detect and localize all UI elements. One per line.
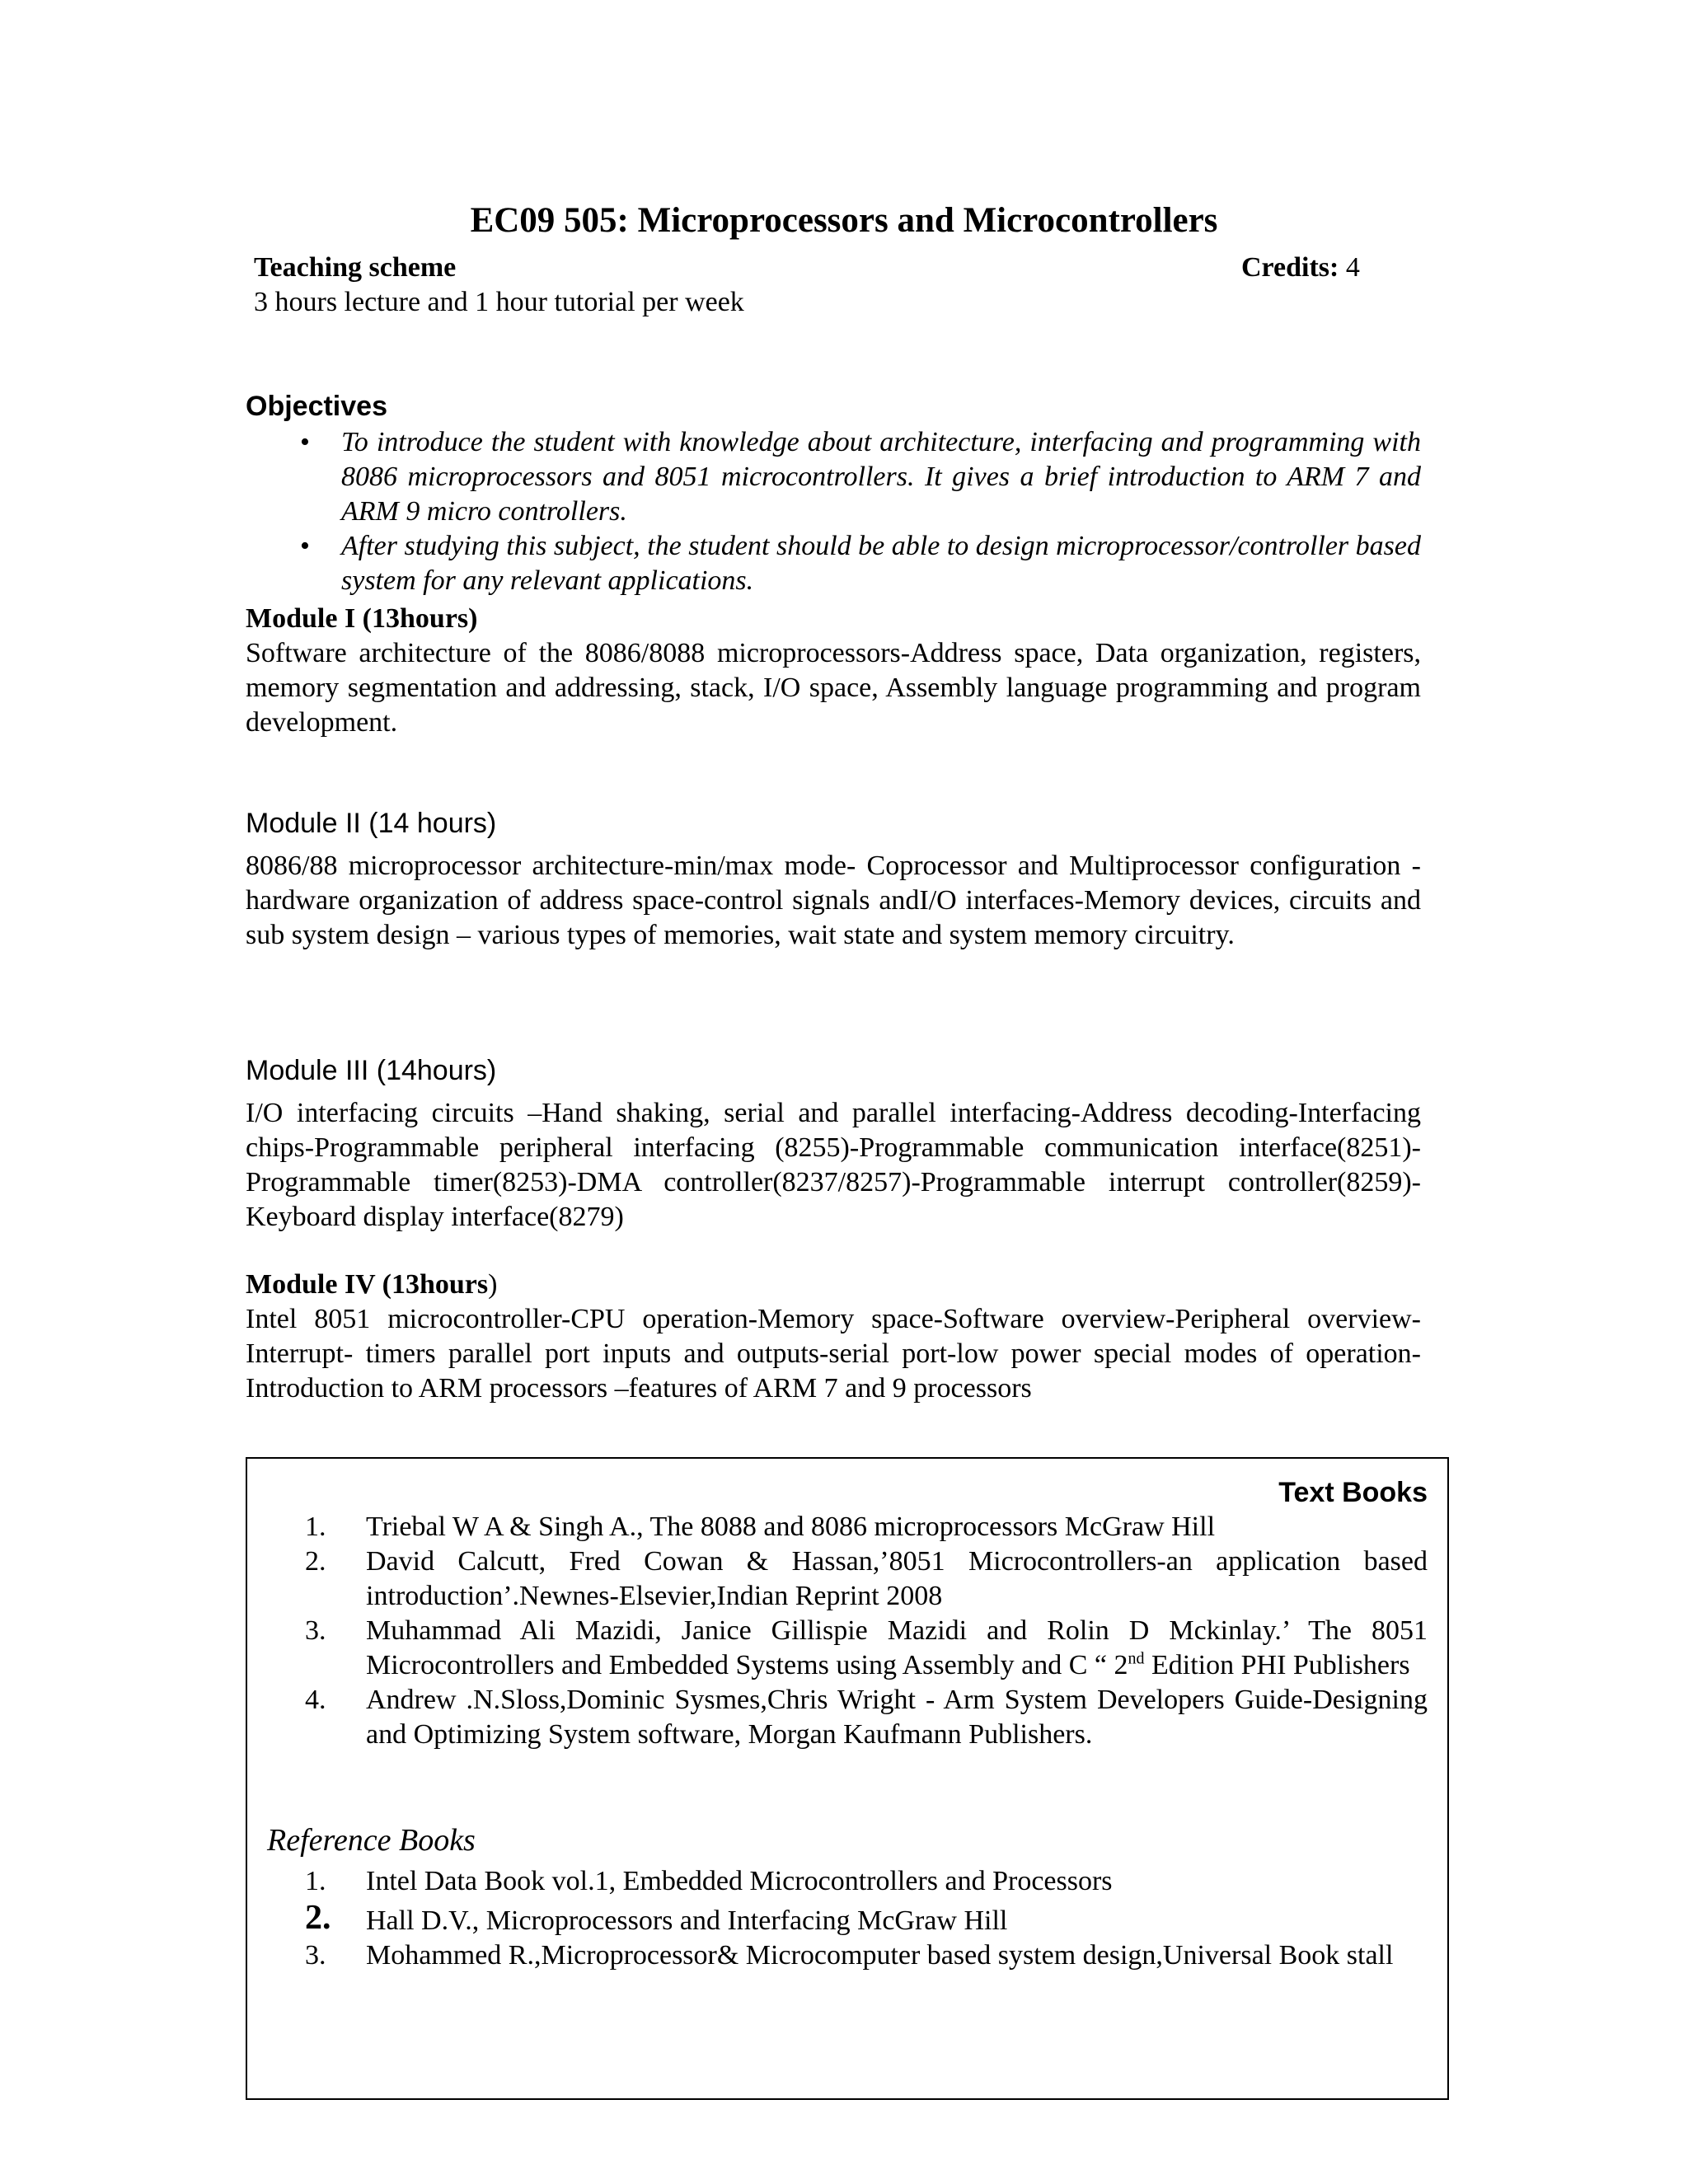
module-3-heading: Module III (14hours) [246, 1055, 497, 1086]
objective-item: • To introduce the student with knowledge about architecture, interfacing and programming with 8086 microprocessors and 8051 microcontrollers. It gives a brief introduction to ARM 7 and ARM 9 micro controllers. [300, 425, 1421, 529]
module-1-text: Software architecture of the 8086/8088 microprocessors-Address space, Data organization, registers, memory segmentation and addressing, stack, I/O space, Assembly language programming and program development. [246, 638, 1421, 738]
list-item: 4. Andrew .N.Sloss,Dominic Sysmes,Chris Wright - Arm System Developers Guide-Designing and Optimizing System software, Morgan Kaufmann Publishers. [305, 1685, 1428, 1750]
module-4-heading: Module IV (13hours) [246, 1269, 498, 1300]
reference-books-heading: Reference Books [267, 1823, 476, 1858]
reference-books-list [305, 1864, 1428, 1973]
page-title: EC09 505: Microprocessors and Microcontrollers [470, 201, 1218, 240]
list-item: 2. David Calcutt, Fred Cowan & Hassan,’8051 Microcontrollers-an application based introduction’.Newnes-Elsevier,Indian Reprint 2008 [305, 1546, 1428, 1611]
teaching-scheme-label: Teaching scheme [254, 252, 457, 283]
teaching-hours: 3 hours lecture and 1 hour tutorial per week [254, 287, 744, 317]
credits-label: Credits: [1241, 252, 1339, 283]
module-4-text: Intel 8051 microcontroller-CPU operation-Memory space-Software overview-Peripheral overview-Interrupt- timers parallel port inputs and outputs-serial port-low power special modes of operation-Introduction to ARM processors –features of ARM 7 and 9 processors [246, 1304, 1421, 1404]
objective-item: • After studying this subject, the student should be able to design microprocessor/controller based system for any relevant applications. [300, 529, 1421, 598]
list-item: 1. Triebal W A & Singh A., The 8088 and 8086 microprocessors McGraw Hill [305, 1511, 1216, 1542]
list-item: 3. Muhammad Ali Mazidi, Janice Gillispie Mazidi and Rolin D Mckinlay.’ The 8051 Microcontrollers and Embedded Systems using Assembly and C “ 2nd Edition PHI Publishers [305, 1615, 1428, 1680]
objectives-heading: Objectives [246, 391, 387, 422]
module-2-text: 8086/88 microprocessor architecture-min/max mode- Coprocessor and Multiprocessor configuration - hardware organization of address space-control signals andI/O interfaces-Memory devices, circuits and sub system design – various types of memories, wait state and system memory circuitry. [246, 851, 1421, 950]
list-item: 3. Mohammed R.,Microprocessor& Microcomputer based system design,Universal Book stall [305, 1940, 1394, 1971]
credits-value: 4 [1345, 252, 1360, 283]
list-item: 2. Hall D.V., Microprocessors and Interfacing McGraw Hill [305, 1899, 1008, 1937]
credits [1241, 251, 1360, 285]
module-3-text: I/O interfacing circuits –Hand shaking, serial and parallel interfacing-Address decoding-Interfacing chips-Programmable peripheral interfacing (8255)-Programmable communication interface(8251)-Programmable timer(8253)-DMA controller(8237/8257)-Programmable interrupt controller(8259)-Keyboard display interface(8279) [246, 1098, 1421, 1232]
module-1-heading: Module I (13hours) [246, 603, 478, 634]
text-books-heading: Text Books [1278, 1477, 1428, 1508]
text-books-list [305, 1510, 1428, 1752]
books-box [246, 1457, 1449, 2100]
objectives-list [300, 425, 1421, 598]
module-2-heading: Module II (14 hours) [246, 808, 497, 839]
list-item: 1. Intel Data Book vol.1, Embedded Microcontrollers and Processors [305, 1866, 1113, 1896]
